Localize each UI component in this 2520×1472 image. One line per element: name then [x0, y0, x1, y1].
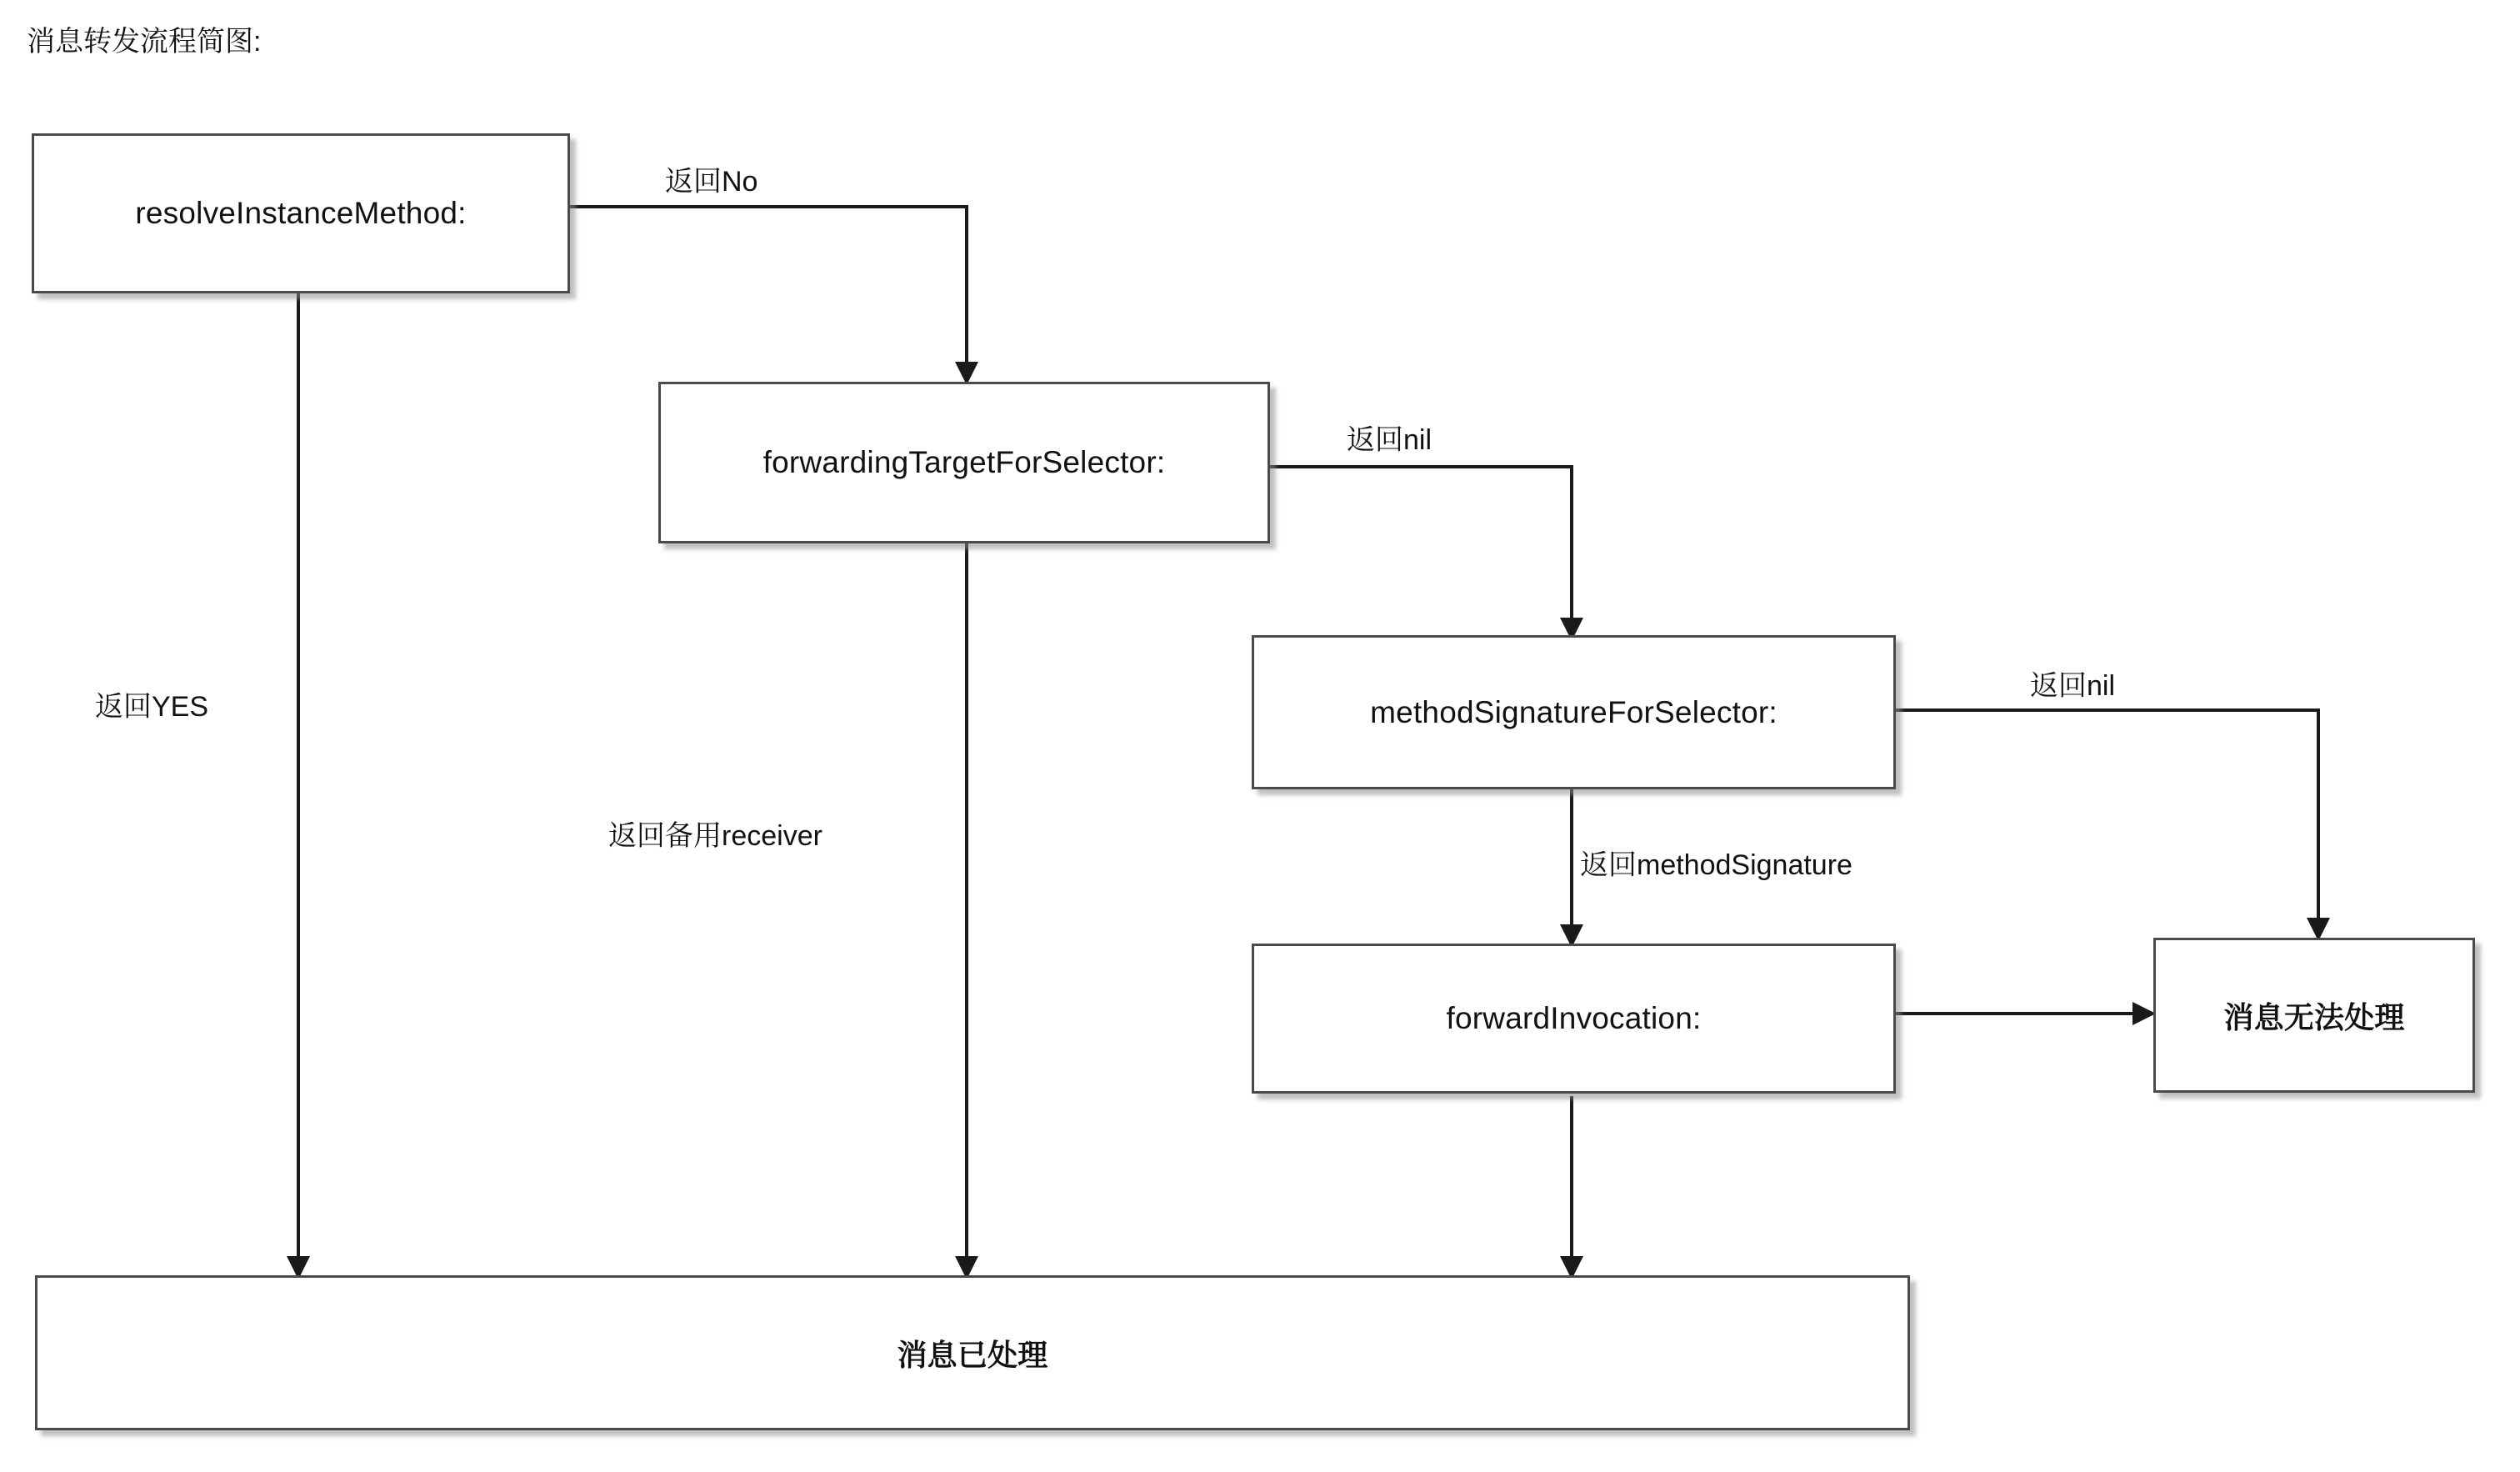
node-message-unhandled[interactable] [2153, 938, 2475, 1093]
edge-resolve-to-forwarding-target [570, 207, 967, 379]
node-label: forwardingTargetForSelector: [762, 445, 1166, 479]
edge-forwarding-target-to-method-signature [1270, 467, 1572, 635]
node-resolve-instance-method[interactable] [32, 133, 570, 293]
node-forwarding-target-for-selector[interactable] [658, 382, 1270, 543]
edge-label-return-method-signature: 返回methodSignature [1580, 849, 1852, 881]
edge-label-return-nil-1: 返回nil [1347, 424, 1432, 456]
node-message-handled[interactable] [35, 1275, 1910, 1430]
diagram-caption: 消息转发流程简图: [27, 26, 262, 58]
edge-label-return-backup-receiver: 返回备用receiver [608, 820, 822, 852]
edge-label-return-nil-2: 返回nil [2030, 670, 2116, 702]
node-forward-invocation[interactable] [1252, 944, 1896, 1094]
node-label: forwardInvocation: [1446, 1001, 1702, 1035]
node-method-signature-for-selector[interactable] [1252, 635, 1896, 789]
node-label: methodSignatureForSelector: [1370, 694, 1778, 729]
edge-label-return-no: 返回No [665, 166, 758, 198]
node-label: 消息无法处理 [2223, 999, 2405, 1034]
edge-method-signature-to-unhandled [1896, 710, 2318, 935]
node-label: resolveInstanceMethod: [135, 196, 467, 230]
edge-label-return-yes: 返回YES [95, 691, 209, 723]
node-label: 消息已处理 [897, 1337, 1048, 1372]
